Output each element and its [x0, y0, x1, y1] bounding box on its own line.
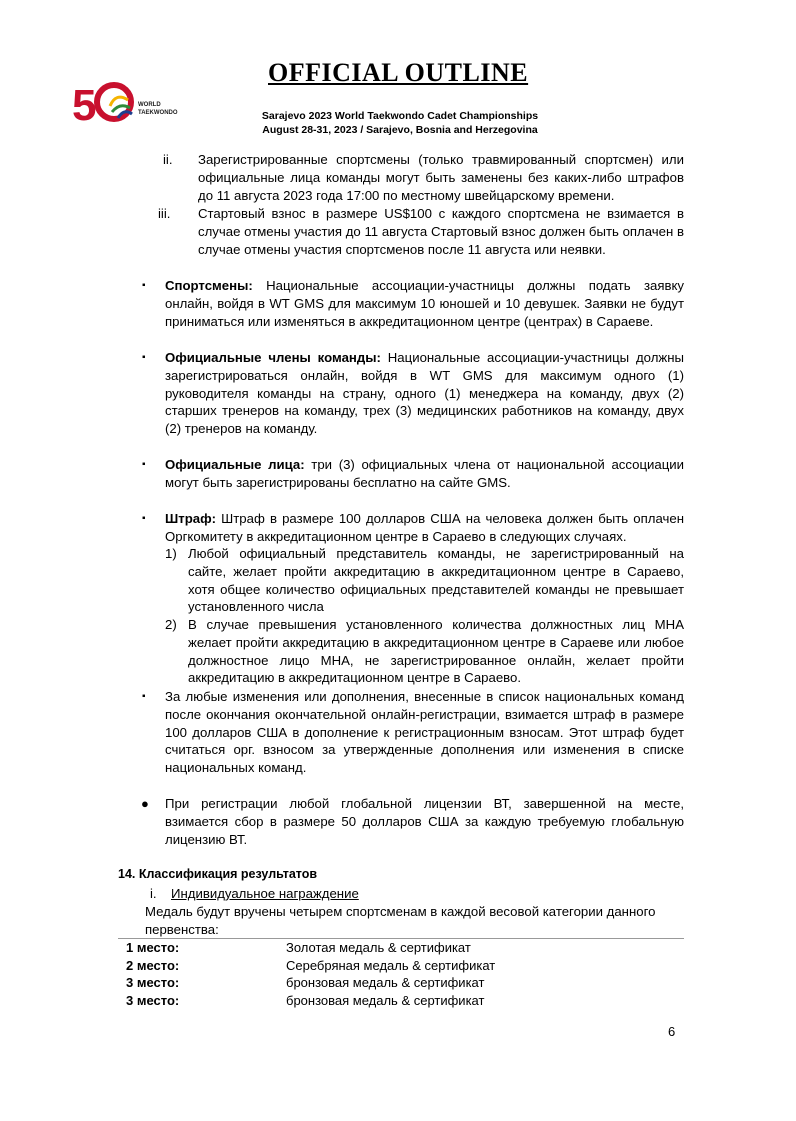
roman-number: iii. — [158, 206, 171, 221]
changes-paragraph: За любые изменения или дополнения, внесенные в список национальных команд после окончания окончательной онлайн-регистрации, взимается штраф в размере 100 долларов США в дополнение к регистрационным взносам. Этот штраф будет считаться орг. взносом за утвержденные дополнения или изменения в списке национальных команд. — [165, 689, 684, 776]
place-cell: 3 место: — [126, 975, 180, 990]
award-cell: бронзовая медаль & сертификат — [286, 992, 485, 1008]
team-officials-label: Официальные члены команды: — [165, 350, 381, 365]
subsection-title: Индивидуальное награждение — [171, 886, 359, 901]
athletes-label: Спортсмены: — [165, 278, 253, 293]
bullet-icon: ▪ — [142, 352, 146, 363]
table-row — [118, 939, 684, 957]
award-cell: Золотая медаль & сертификат — [286, 940, 471, 955]
event-name: Sarajevo 2023 World Taekwondo Cadet Championships — [261, 110, 539, 122]
medal-intro: Медаль будут вручены четырем спортсменам в каждой весовой категории данного первенства: — [145, 904, 656, 937]
fine-item-number: 1) — [165, 546, 177, 561]
fine-item-number: 2) — [165, 617, 177, 632]
team-officials-text: Национальные ассоциации-участницы должны зарегистрироваться онлайн, войдя в WT GMS для максимум одного (1) руководителя команды на страну, одного (1) менеджера на команду, двух (2) старших тренеров на команду, трех (3) медицинских работников на команду, двух (2) тренеров на команду. — [165, 350, 685, 437]
bullet-icon: ▪ — [142, 280, 146, 291]
page-number: 6 — [668, 1024, 676, 1039]
logo-word-taekwondo: TAEKWONDO — [138, 110, 178, 116]
fine-paragraph — [165, 510, 684, 546]
award-cell: Серебряная медаль & сертификат — [286, 957, 496, 973]
roman-number: ii. — [163, 152, 173, 167]
svg-text:5: 5 — [72, 81, 97, 126]
athletes-paragraph — [165, 277, 684, 330]
table-row — [118, 957, 684, 975]
event-date-location: August 28-31, 2023 / Sarajevo, Bosnia and Herzegovina — [262, 124, 538, 136]
place-cell: 3 место: — [126, 992, 180, 1008]
fine-label: Штраф: — [165, 511, 217, 526]
bullet-icon: ● — [141, 796, 149, 811]
place-cell: 1 место: — [126, 940, 180, 955]
table-row — [118, 992, 684, 1010]
officials-label: Официальные лица: — [165, 457, 305, 472]
place-cell: 2 место: — [126, 957, 180, 973]
fine-item-text: В случае превышения установленного количества должностных лиц МНА желает пройти аккредитацию в аккредитационном центре в Сараеве или любое должностное лицо МНА, не зарегистрированное онлайн, желает пройти аккредитацию в аккредитационном центре в Сараево. — [188, 617, 684, 686]
officials-paragraph — [165, 456, 684, 492]
section-heading: 14. Классификация результатов — [118, 867, 318, 881]
subsection-number: i. — [150, 886, 157, 901]
bullet-icon: ▪ — [142, 513, 146, 524]
officials-text: три (3) официальных члена от национальной ассоциации могут быть зарегистрированы бесплатно на сайте GMS. — [165, 457, 684, 490]
bullet-icon: ▪ — [142, 691, 146, 702]
logo-word-world: WORLD — [138, 102, 161, 108]
license-paragraph: При регистрации любой глобальной лицензии ВТ, завершенной на месте, взимается сбор в размере 50 долларов США за каждую требуемую глобальную лицензию ВТ. — [165, 796, 684, 847]
world-taekwondo-50-logo — [72, 78, 202, 126]
table-row — [118, 974, 684, 992]
page-title: OFFICIAL OUTLINE — [268, 58, 529, 87]
team-officials-paragraph — [165, 349, 684, 438]
bullet-icon: ▪ — [142, 459, 146, 470]
fine-item-text: Любой официальный представитель команды, не зарегистрированный на сайте, желает пройти аккредитацию в аккредитационном центре в Сараево, хотя общее количество официальных представителей команды не превышает установленного числа — [188, 546, 684, 615]
award-cell: бронзовая медаль & сертификат — [286, 975, 485, 990]
fine-text: Штраф в размере 100 долларов США на человека должен быть оплачен Оргкомитету в аккредитационном центре в Сараево в следующих случаях. — [165, 511, 684, 544]
roman-item-text: Зарегистрированные спортсмены (только травмированный спортсмен) или официальные лица команды могут быть заменены без каких-либо штрафов до 11 августа 2023 года 17:00 по местному швейцарскому времени. — [198, 152, 684, 203]
athletes-text: Национальные ассоциации-участницы должны подать заявку онлайн, войдя в WT GMS для максимум 10 юношей и 10 девушек. Заявки не будут приниматься или изменяться в аккредитационном центре (центрах) в Сараеве. — [165, 278, 684, 329]
roman-item-text: Стартовый взнос в размере US$100 с каждого спортсмена не взимается в случае отмены участия до 11 августа Стартовый взнос должен быть оплачен в случае отмены участия спортсменов после 11 августа или неявки. — [198, 206, 684, 257]
medal-table — [118, 938, 684, 1009]
